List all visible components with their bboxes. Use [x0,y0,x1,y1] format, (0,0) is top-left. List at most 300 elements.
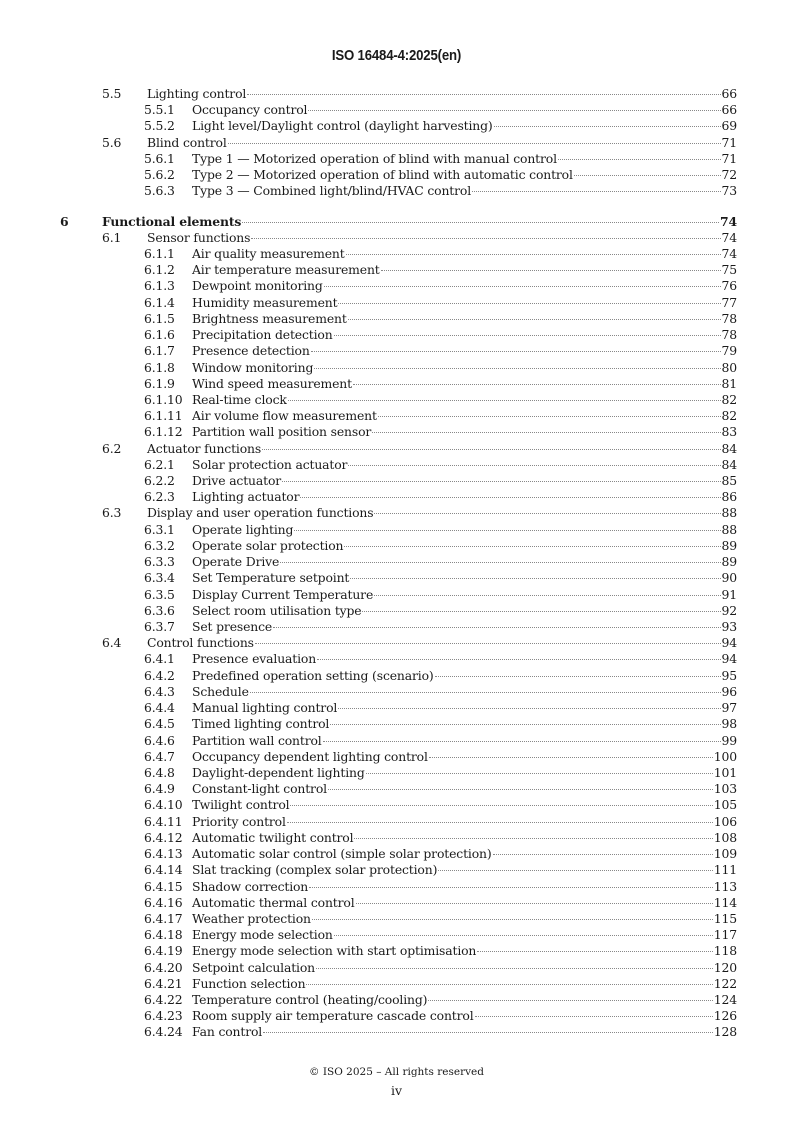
toc-entry-page[interactable]: 66 [721,102,737,118]
toc-entry-number: 5.6.1 [144,150,175,166]
toc-entry-title[interactable]: Schedule [192,683,249,699]
dot-leader [574,175,721,176]
toc-entry-page[interactable]: 108 [713,829,737,845]
dot-leader [280,562,720,563]
dot-leader [324,286,721,287]
toc-entry-number: 6.4.4 [144,700,175,716]
dot-leader [348,319,721,320]
dot-leader [247,94,720,95]
toc-entry[interactable] [0,554,793,570]
dot-leader [354,838,712,839]
toc-entry-line [192,327,737,343]
toc-entry[interactable] [0,992,793,1008]
toc-entry-number: 6.4 [102,635,122,651]
toc-entry-number: 6.4.17 [144,910,183,926]
toc-entry-title[interactable]: Humidity measurement [192,294,338,310]
toc-entry-title[interactable]: Type 3 — Combined light/blind/HVAC control [192,183,472,199]
toc-entry-number: 6.3.5 [144,586,175,602]
toc-entry-line [192,797,737,813]
toc-entry-title[interactable]: Light level/Daylight control (daylight harvesting) [192,118,493,134]
toc-entry[interactable] [0,86,793,102]
toc-entry-line [192,668,737,684]
toc-entry-title[interactable]: Constant-light control [192,781,327,797]
toc-entry-title[interactable]: Energy mode selection with start optimisation [192,943,477,959]
toc-entry-page[interactable]: 75 [721,262,737,278]
toc-entry-title[interactable]: Shadow correction [192,878,309,894]
toc-entry[interactable] [0,797,793,813]
toc-entry[interactable] [0,118,793,134]
toc-entry-number: 6.3.1 [144,521,175,537]
toc-entry[interactable] [0,376,793,392]
toc-entry-page[interactable]: 98 [721,716,737,732]
toc-entry-page[interactable]: 90 [721,570,737,586]
toc-entry[interactable] [0,830,793,846]
toc-entry-title[interactable]: Operate Drive [192,554,280,570]
toc-entry-title[interactable]: Partition wall position sensor [192,424,372,440]
toc-entry-line [192,651,737,667]
toc-entry-line [147,505,737,521]
toc-entry-title[interactable]: Predefined operation setting (scenario) [192,667,434,683]
dot-leader [334,935,713,936]
toc-entry-number: 6.4.6 [144,732,175,748]
toc-entry-page[interactable]: 78 [721,310,737,326]
dot-leader [477,951,713,952]
dot-leader [472,191,721,192]
toc-entry-number: 6.1.6 [144,327,175,343]
toc-entry-title[interactable]: Display Current Temperature [192,586,374,602]
toc-entry[interactable] [0,862,793,878]
toc-entry-number: 6.1.2 [144,262,175,278]
toc-entry-number: 6.4.14 [144,862,183,878]
toc-entry-number: 6.3 [102,505,122,521]
toc-entry-number: 6.4.9 [144,781,175,797]
toc-entry-page[interactable]: 99 [721,732,737,748]
toc-entry-page[interactable]: 69 [721,118,737,134]
toc-entry-page[interactable]: 118 [713,943,737,959]
toc-entry-number: 5.5.2 [144,118,175,134]
toc-entry-line [192,538,737,554]
toc-entry-page[interactable]: 89 [721,537,737,553]
toc-entry-line [192,262,737,278]
dot-leader [290,805,712,806]
dot-leader [309,887,713,888]
toc-entry[interactable] [0,408,793,424]
dot-leader [344,546,720,547]
toc-entry-title[interactable]: Priority control [192,813,286,829]
toc-entry-line [192,167,737,183]
dot-leader [558,159,721,160]
toc-entry[interactable] [0,733,793,749]
toc-entry[interactable] [0,1024,793,1040]
toc-entry-number: 6.1.5 [144,310,175,326]
toc-entry-title[interactable]: Slat tracking (complex solar protection) [192,862,438,878]
toc-entry-number: 6.4.2 [144,667,175,683]
dot-leader [288,400,721,401]
toc-entry-line [147,635,737,651]
toc-entry-number: 6.3.4 [144,570,175,586]
toc-entry[interactable] [0,895,793,911]
toc-entry-line [192,360,737,376]
dot-leader [366,773,713,774]
toc-entry-page[interactable]: 72 [721,167,737,183]
toc-entry-line [192,118,737,134]
toc-entry-title[interactable]: Timed lighting control [192,716,330,732]
dot-leader [348,465,720,466]
dot-leader [251,238,720,239]
toc-entry-line [192,424,737,440]
toc-entry[interactable] [0,167,793,183]
toc-entry-title[interactable]: Automatic twilight control [192,829,354,845]
toc-entry[interactable] [0,1008,793,1024]
toc-entry-line [192,976,737,992]
toc-entry-page[interactable]: 82 [721,408,737,424]
toc-entry-line [192,311,737,327]
toc-entry-number: 6.4.23 [144,1008,183,1024]
toc-entry-page[interactable]: 71 [721,134,737,150]
toc-entry[interactable] [0,392,793,408]
toc-entry-page[interactable]: 96 [721,683,737,699]
dot-leader [317,659,720,660]
toc-entry-number: 6.4.15 [144,878,183,894]
toc-entry-title[interactable]: Actuator functions [147,440,262,456]
toc-entry[interactable] [0,846,793,862]
toc-entry-number: 6.4.1 [144,651,175,667]
dot-leader [350,578,720,579]
toc-entry-line [192,1008,737,1024]
toc-entry[interactable] [0,327,793,343]
toc-entry-number: 6.4.3 [144,683,175,699]
toc-entry-title[interactable]: Display and user operation functions [147,505,374,521]
toc-entry-page[interactable]: 66 [721,86,737,101]
toc-entry-page[interactable]: 89 [721,554,737,570]
toc-entry[interactable] [0,505,793,521]
toc-entry-line [192,911,737,927]
toc-entry-number: 6.4.21 [144,975,183,991]
document-header-title: ISO 16484-4:2025(en) [331,47,462,64]
toc-entry-title[interactable]: Automatic thermal control [192,894,355,910]
dot-leader [282,481,721,482]
toc-entry-number: 6.4.13 [144,846,183,862]
toc-entry-number: 6.2.3 [144,489,175,505]
toc-entry-number: 5.5 [102,86,122,101]
toc-entry[interactable] [0,781,793,797]
toc-entry-page[interactable]: 113 [713,878,737,894]
toc-entry-title[interactable]: Blind control [147,134,227,150]
dot-leader [494,126,721,127]
toc-entry[interactable] [0,214,793,230]
toc-entry-number: 6 [60,213,69,229]
toc-entry[interactable] [0,278,793,294]
toc-entry[interactable] [0,700,793,716]
toc-entry-line [192,1024,737,1040]
toc-entry-line [192,522,737,538]
toc-entry-number: 6.1.1 [144,245,175,261]
toc-entry-title[interactable]: Energy mode selection [192,927,333,943]
toc-entry-number: 6.4.10 [144,797,183,813]
toc-entry-page[interactable]: 115 [713,910,737,926]
toc-entry-line [192,943,737,959]
toc-entry-title[interactable]: Function selection [192,975,306,991]
dot-leader [438,870,713,871]
toc-entry-line [192,846,737,862]
dot-leader [374,513,720,514]
toc-entry-page[interactable]: 80 [721,359,737,375]
toc-entry-page[interactable]: 78 [721,327,737,343]
toc-entry-title[interactable]: Lighting control [147,86,247,101]
toc-entry-page[interactable]: 84 [721,440,737,456]
toc-entry[interactable] [0,668,793,684]
toc-entry-title[interactable]: Daylight-dependent lighting [192,764,365,780]
toc-entry-page[interactable]: 74 [720,213,737,229]
toc-entry-number: 6.3.3 [144,554,175,570]
toc-entry-page[interactable]: 73 [721,183,737,199]
toc-entry-page[interactable]: 94 [721,651,737,667]
toc-entry-page[interactable]: 114 [713,894,737,910]
toc-entry-title[interactable]: Dewpoint monitoring [192,278,323,294]
dot-leader [323,741,721,742]
toc-entry[interactable] [0,246,793,262]
toc-entry-number: 6.1.4 [144,294,175,310]
toc-entry-number: 6.1.9 [144,375,175,391]
toc-entry[interactable] [0,927,793,943]
toc-entry-title[interactable]: Occupancy control [192,102,308,118]
dot-leader [356,903,713,904]
toc-entry-line [192,183,737,199]
toc-entry-page[interactable]: 92 [721,602,737,618]
toc-entry-page[interactable]: 124 [713,992,737,1008]
toc-entry-title[interactable]: Manual lighting control [192,700,338,716]
toc-entry-number: 6.1.8 [144,359,175,375]
toc-entry-line [192,927,737,943]
toc-entry-number: 6.1.3 [144,278,175,294]
dot-leader [287,822,713,823]
toc-entry-page[interactable]: 81 [721,375,737,391]
toc-entry[interactable] [0,814,793,830]
toc-entry[interactable] [0,684,793,700]
toc-entry-page[interactable]: 93 [721,619,737,634]
toc-entry-title[interactable]: Solar protection actuator [192,456,348,472]
toc-entry[interactable] [0,424,793,440]
toc-entry-page[interactable]: 109 [713,846,737,862]
toc-entry-title[interactable]: Drive actuator [192,473,282,489]
toc-entry-page[interactable]: 111 [713,862,737,878]
toc-entry-line [192,408,737,424]
toc-entry-page[interactable]: 122 [713,975,737,991]
toc-entry[interactable] [0,976,793,992]
toc-entry[interactable] [0,879,793,895]
dot-leader [316,968,713,969]
toc-entry-page[interactable]: 86 [721,489,737,505]
toc-entry-page[interactable]: 105 [713,797,737,813]
toc-entry[interactable] [0,360,793,376]
toc-entry-number: 6.4.16 [144,894,183,910]
toc-entry-page[interactable]: 83 [721,424,737,440]
toc-entry-title[interactable]: Real-time clock [192,391,287,407]
toc-entry-number: 6.2.2 [144,473,175,489]
toc-entry-number: 6.4.8 [144,764,175,780]
toc-entry-page[interactable]: 126 [713,1008,737,1024]
toc-entry-title[interactable]: Lighting actuator [192,489,300,505]
toc-entry[interactable] [0,457,793,473]
toc-entry[interactable] [0,183,793,199]
toc-entry[interactable] [0,749,793,765]
toc-entry-line [192,960,737,976]
toc-entry[interactable] [0,441,793,457]
toc-entry-title[interactable]: Setpoint calculation [192,959,315,975]
toc-entry-page[interactable]: 76 [721,278,737,294]
toc-entry-title[interactable]: Operate solar protection [192,537,344,553]
toc-entry-title[interactable]: Partition wall control [192,732,322,748]
toc-entry-line [192,765,737,781]
toc-entry[interactable] [0,135,793,151]
toc-entry-line [192,684,737,700]
toc-entry-title[interactable]: Operate lighting [192,521,294,537]
toc-entry-title[interactable]: Functional elements [102,213,242,229]
dot-leader [381,270,721,271]
dot-leader [429,757,713,758]
toc-entry[interactable] [0,911,793,927]
toc-entry-title[interactable]: Control functions [147,635,254,651]
dot-leader [250,692,721,693]
toc-entry-title[interactable]: Room supply air temperature cascade control [192,1008,474,1024]
toc-entry-title[interactable]: Wind speed measurement [192,375,352,391]
toc-entry-page[interactable]: 71 [721,150,737,166]
toc-entry-title[interactable]: Set presence [192,619,273,634]
toc-entry-line [192,295,737,311]
toc-entry-number: 6.3.7 [144,619,175,634]
toc-entry-line [192,749,737,765]
toc-entry-page[interactable]: 128 [713,1024,737,1040]
toc-entry[interactable] [0,102,793,118]
toc-entry-title[interactable]: Precipitation detection [192,327,333,343]
dot-leader [255,643,721,644]
toc-entry-title[interactable]: Occupancy dependent lighting control [192,748,428,764]
toc-entry-number: 6.4.7 [144,748,175,764]
toc-entry[interactable] [0,943,793,959]
toc-entry-title[interactable]: Brightness measurement [192,310,347,326]
toc-entry[interactable] [0,587,793,603]
toc-entry-line [192,733,737,749]
toc-entry-page[interactable]: 100 [713,748,737,764]
dot-leader [294,530,720,531]
dot-leader [338,303,720,304]
toc-entry-page[interactable]: 74 [721,229,737,245]
toc-entry-number: 6.4.18 [144,927,183,943]
toc-entry-line [147,135,737,151]
toc-entry[interactable] [0,311,793,327]
toc-entry-page[interactable]: 82 [721,391,737,407]
toc-entry-title[interactable]: Air quality measurement [192,245,345,261]
toc-entry[interactable] [0,230,793,246]
toc-entry[interactable] [0,716,793,732]
toc-entry-title[interactable]: Presence evaluation [192,651,317,667]
toc-entry-page[interactable]: 117 [713,927,737,943]
toc-entry-page[interactable]: 88 [721,505,737,521]
toc-entry-number: 6.1.10 [144,391,183,407]
toc-entry-line [192,246,737,262]
toc-entry-page[interactable]: 101 [713,764,737,780]
toc-entry[interactable] [0,960,793,976]
toc-entry-page[interactable]: 97 [721,700,737,716]
toc-entry-page[interactable]: 91 [721,586,737,602]
dot-leader [273,627,720,628]
dot-leader [306,984,712,985]
toc-entry-title[interactable]: Select room utilisation type [192,602,362,618]
toc-entry-page[interactable]: 106 [713,813,737,829]
toc-entry-page[interactable]: 94 [721,635,737,651]
dot-leader [308,110,720,111]
dot-leader [311,351,721,352]
toc-entry-number: 6.3.6 [144,602,175,618]
toc-entry[interactable] [0,151,793,167]
toc-entry-title[interactable]: Weather protection [192,910,311,926]
toc-entry-line [192,716,737,732]
toc-entry-title[interactable]: Temperature control (heating/cooling) [192,992,428,1008]
toc-entry-line [192,879,737,895]
dot-leader [328,789,713,790]
dot-leader [228,143,721,144]
toc-entry-title[interactable]: Type 2 — Motorized operation of blind with automatic control [192,167,573,183]
toc-entry[interactable] [0,473,793,489]
toc-entry-line [147,230,737,246]
toc-entry-title[interactable]: Air volume flow measurement [192,408,377,424]
toc-entry-title[interactable]: Air temperature measurement [192,262,380,278]
toc-entry-title[interactable]: Sensor functions [147,229,251,245]
toc-entry-page[interactable]: 84 [721,456,737,472]
toc-entry-page[interactable]: 77 [721,294,737,310]
toc-entry-title[interactable]: Twilight control [192,797,290,813]
toc-entry-page[interactable]: 103 [713,781,737,797]
toc-entry[interactable] [0,262,793,278]
toc-entry-page[interactable]: 120 [713,959,737,975]
toc-entry-title[interactable]: Window monitoring [192,359,314,375]
toc-entry-line [192,473,737,489]
toc-entry[interactable] [0,635,793,651]
toc-entry[interactable] [0,522,793,538]
toc-entry-line [192,376,737,392]
toc-entry-page[interactable]: 85 [721,473,737,489]
toc-entry-title[interactable]: Presence detection [192,343,310,359]
toc-entry-title[interactable]: Fan control [192,1024,263,1040]
toc-entry-title[interactable]: Automatic solar control (simple solar protection) [192,846,492,862]
toc-entry-page[interactable]: 88 [721,521,737,537]
toc-entry-page[interactable]: 74 [721,245,737,261]
toc-entry[interactable] [0,765,793,781]
toc-entry-line [192,862,737,878]
toc-entry-number: 6.4.5 [144,716,175,732]
toc-entry-page[interactable]: 79 [721,343,737,359]
toc-entry[interactable] [0,538,793,554]
toc-entry-line [192,781,737,797]
toc-entry-number: 6.2.1 [144,456,175,472]
toc-entry[interactable] [0,619,793,635]
toc-entry-title[interactable]: Set Temperature setpoint [192,570,350,586]
toc-entry-number: 5.6 [102,134,122,150]
toc-entry[interactable] [0,570,793,586]
toc-entry-line [192,102,737,118]
toc-entry-number: 6.3.2 [144,537,175,553]
toc-entry[interactable] [0,295,793,311]
toc-entry[interactable] [0,651,793,667]
toc-entry-page[interactable]: 95 [721,667,737,683]
toc-entry-number: 6.4.19 [144,943,183,959]
toc-entry[interactable] [0,343,793,359]
toc-entry-title[interactable]: Type 1 — Motorized operation of blind with manual control [192,150,557,166]
toc-entry[interactable] [0,603,793,619]
toc-entry[interactable] [0,489,793,505]
toc-entry-line [192,814,737,830]
toc-entry-number: 6.1 [102,229,122,245]
